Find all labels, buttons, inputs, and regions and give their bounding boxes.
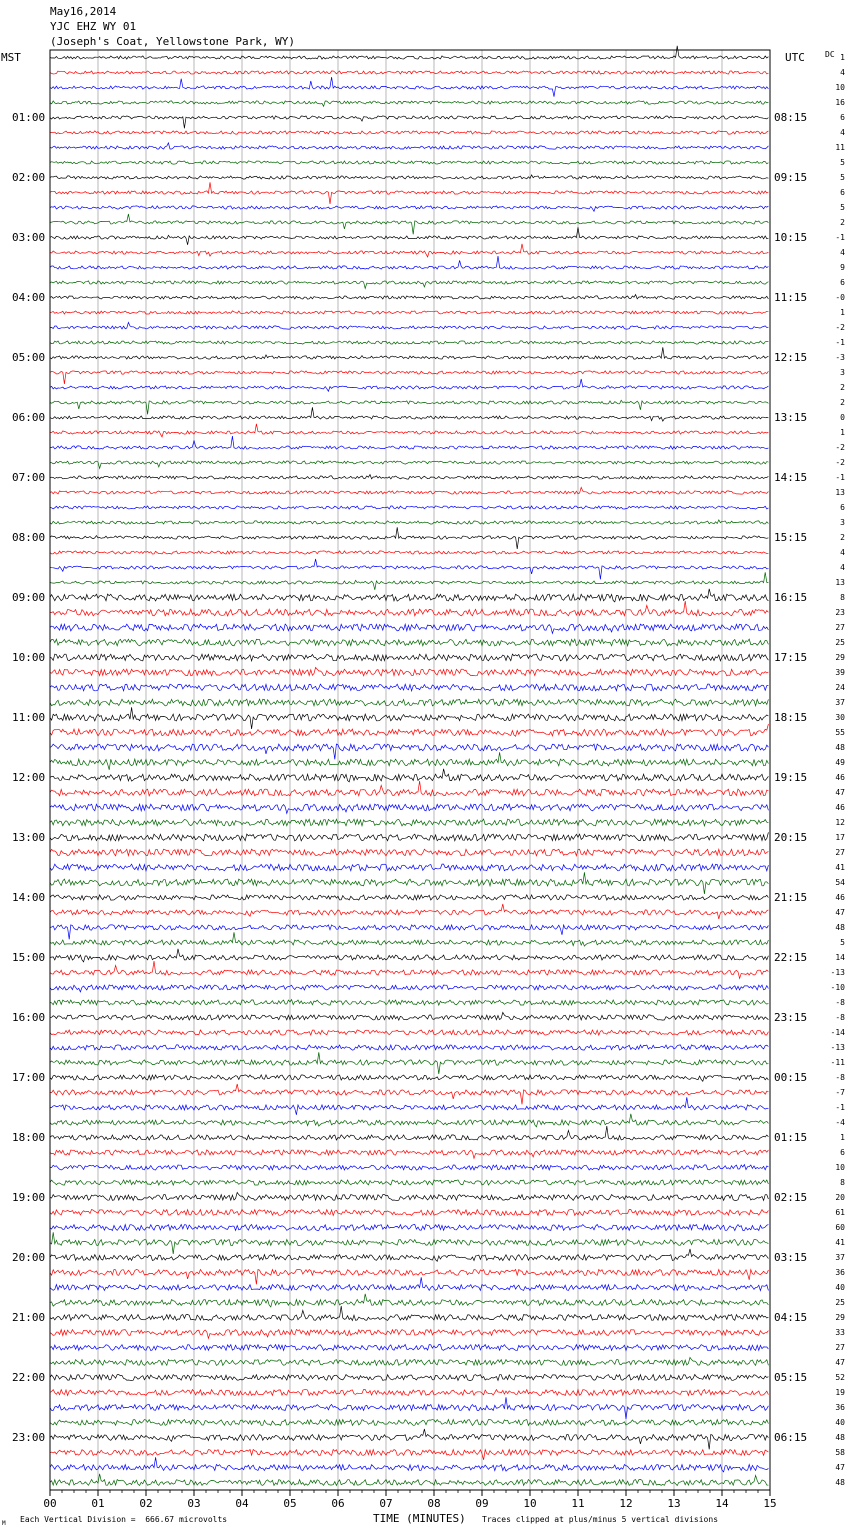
seismic-trace bbox=[50, 161, 768, 164]
x-tick-label: 10 bbox=[523, 1497, 537, 1510]
left-hour-label: 02:00 bbox=[12, 170, 46, 184]
dc-offset-label: 48 bbox=[835, 922, 845, 932]
seismic-trace bbox=[50, 667, 768, 675]
dc-offset-label: 2 bbox=[840, 217, 845, 227]
right-hour-label: 00:15 bbox=[774, 1070, 808, 1084]
seismic-trace bbox=[50, 424, 768, 437]
dc-offset-label: 4 bbox=[840, 247, 845, 257]
seismic-trace bbox=[50, 904, 768, 919]
seismic-trace bbox=[50, 1474, 768, 1486]
dc-offset-label: 5 bbox=[840, 172, 845, 182]
dc-offset-label: 6 bbox=[840, 112, 845, 122]
right-hour-label: 04:15 bbox=[774, 1310, 808, 1324]
dc-offset-label: 61 bbox=[835, 1207, 845, 1217]
seismic-trace bbox=[50, 371, 768, 384]
right-hour-label: 16:15 bbox=[774, 590, 808, 604]
dc-offset-label: 47 bbox=[835, 907, 845, 917]
seismic-trace bbox=[50, 589, 768, 602]
dc-offset-label: 10 bbox=[835, 82, 845, 92]
seismic-trace bbox=[50, 407, 768, 421]
seismic-trace bbox=[50, 487, 768, 494]
dc-offset-label: -2 bbox=[835, 322, 845, 332]
dc-offset-label: 4 bbox=[840, 547, 845, 557]
right-hour-label: 12:15 bbox=[774, 350, 808, 364]
dc-offset-label: 36 bbox=[835, 1267, 845, 1277]
dc-offset-label: 2 bbox=[840, 397, 845, 407]
left-hour-label: 20:00 bbox=[12, 1250, 46, 1264]
seismic-traces bbox=[50, 46, 768, 1486]
left-hour-label: 07:00 bbox=[12, 470, 46, 484]
dc-offset-label: 8 bbox=[840, 1177, 845, 1187]
seismic-trace bbox=[50, 1084, 768, 1104]
right-hour-label: 23:15 bbox=[774, 1010, 808, 1024]
right-hour-label: 10:15 bbox=[774, 230, 808, 244]
seismic-trace bbox=[50, 872, 768, 894]
dc-offset-label: -14 bbox=[830, 1027, 845, 1037]
dc-offset-label: -0 bbox=[835, 292, 845, 302]
dc-offset-label: 17 bbox=[835, 832, 845, 842]
seismic-trace bbox=[50, 436, 768, 449]
seismic-trace bbox=[50, 949, 768, 962]
dc-offset-label: 12 bbox=[835, 817, 845, 827]
seismic-trace bbox=[50, 281, 768, 289]
left-hour-label: 21:00 bbox=[12, 1310, 46, 1324]
seismic-trace bbox=[50, 1225, 768, 1231]
seismic-trace bbox=[50, 1397, 768, 1419]
dc-offset-label: -2 bbox=[835, 442, 845, 452]
seismic-trace bbox=[50, 143, 768, 149]
seismic-trace bbox=[50, 724, 768, 736]
dc-offset-label: 33 bbox=[835, 1327, 845, 1337]
dc-offset-label: 46 bbox=[835, 892, 845, 902]
seismic-trace bbox=[50, 1357, 768, 1365]
seismic-trace bbox=[50, 849, 768, 856]
left-hour-label: 01:00 bbox=[12, 110, 46, 124]
left-hour-label: 22:00 bbox=[12, 1370, 46, 1384]
left-hour-label: 05:00 bbox=[12, 350, 46, 364]
seismic-trace bbox=[50, 1457, 768, 1472]
seismic-trace bbox=[50, 214, 768, 234]
seismic-trace bbox=[50, 400, 768, 414]
right-hour-label: 21:15 bbox=[774, 890, 808, 904]
seismic-trace bbox=[50, 1450, 768, 1460]
dc-offset-label: 5 bbox=[840, 202, 845, 212]
seismic-trace bbox=[50, 832, 768, 840]
dc-offset-label: -10 bbox=[830, 982, 845, 992]
seismic-trace bbox=[50, 46, 768, 59]
seismic-trace bbox=[50, 932, 768, 946]
dc-offset-label: 52 bbox=[835, 1372, 845, 1382]
seismic-trace bbox=[50, 1429, 768, 1449]
seismic-trace bbox=[50, 1249, 768, 1261]
location-label: (Joseph's Coat, Yellowstone Park, WY) bbox=[50, 35, 296, 48]
seismic-trace bbox=[50, 379, 768, 391]
seismic-trace bbox=[50, 684, 768, 691]
right-hour-label: 03:15 bbox=[774, 1250, 808, 1264]
dc-offset-label: 49 bbox=[835, 757, 845, 767]
left-hour-label: 19:00 bbox=[12, 1190, 46, 1204]
dc-offset-label: 4 bbox=[840, 562, 845, 572]
dc-offset-label: 46 bbox=[835, 802, 845, 812]
right-hour-label: 20:15 bbox=[774, 830, 808, 844]
seismic-trace bbox=[50, 227, 768, 245]
seismic-trace bbox=[50, 1150, 768, 1159]
dc-offset-label: 36 bbox=[835, 1402, 845, 1412]
seismic-trace bbox=[50, 744, 768, 759]
x-tick-label: 11 bbox=[571, 1497, 585, 1510]
seismic-trace bbox=[50, 1030, 768, 1035]
dc-offset-label: 1 bbox=[840, 52, 845, 62]
dc-offset-label: -7 bbox=[835, 1087, 845, 1097]
dc-offset-label: -8 bbox=[835, 997, 845, 1007]
station-label: YJC EHZ WY 01 bbox=[50, 20, 137, 33]
dc-offset-label: 16 bbox=[835, 97, 845, 107]
seismic-trace bbox=[50, 520, 768, 524]
dc-offset-label: 2 bbox=[840, 382, 845, 392]
seismic-trace bbox=[50, 961, 768, 978]
seismic-trace bbox=[50, 347, 768, 359]
seismic-trace bbox=[50, 707, 768, 729]
dc-offset-label: 19 bbox=[835, 1387, 845, 1397]
seismic-trace bbox=[50, 341, 768, 344]
dc-offset-label: 6 bbox=[840, 187, 845, 197]
x-tick-label: 06 bbox=[331, 1497, 345, 1510]
dc-offset-label: 6 bbox=[840, 502, 845, 512]
seismic-trace bbox=[50, 175, 768, 179]
left-hour-label: 12:00 bbox=[12, 770, 46, 784]
dc-offset-label: 27 bbox=[835, 622, 845, 632]
dc-offset-label: 29 bbox=[835, 1312, 845, 1322]
seismic-trace bbox=[50, 1420, 768, 1426]
date-label: May16,2014 bbox=[50, 5, 117, 18]
seismic-trace bbox=[50, 1270, 768, 1285]
seismic-trace bbox=[50, 781, 768, 796]
seismic-trace bbox=[50, 559, 768, 579]
dc-offset-label: 29 bbox=[835, 652, 845, 662]
right-hour-label: 13:15 bbox=[774, 410, 808, 424]
dc-offset-label: 5 bbox=[840, 937, 845, 947]
x-tick-label: 08 bbox=[427, 1497, 441, 1510]
dc-offset-label: 39 bbox=[835, 667, 845, 677]
time-gridlines bbox=[98, 50, 722, 1490]
dc-offset-label: 48 bbox=[835, 1477, 845, 1487]
seismic-trace bbox=[50, 77, 768, 97]
x-tick-label: 05 bbox=[283, 1497, 297, 1510]
dc-offset-label: 23 bbox=[835, 607, 845, 617]
plot-frame bbox=[50, 50, 770, 1490]
seismic-trace bbox=[50, 244, 768, 257]
dc-offset-label: 11 bbox=[835, 142, 845, 152]
dc-offset-label: 55 bbox=[835, 727, 845, 737]
dc-offset-label: 25 bbox=[835, 637, 845, 647]
right-hour-label: 22:15 bbox=[774, 950, 808, 964]
seismic-trace bbox=[50, 116, 768, 128]
seismic-trace bbox=[50, 475, 768, 480]
seismic-trace bbox=[50, 101, 768, 106]
dc-offset-label: -11 bbox=[830, 1057, 845, 1067]
seismic-trace bbox=[50, 527, 768, 549]
dc-offset-label: 48 bbox=[835, 742, 845, 752]
dc-offset-label: -13 bbox=[830, 967, 845, 977]
seismic-trace bbox=[50, 1390, 768, 1396]
dc-offset-label: 1 bbox=[840, 307, 845, 317]
seismic-trace bbox=[50, 864, 768, 871]
x-tick-label: 09 bbox=[475, 1497, 489, 1510]
seismic-trace bbox=[50, 601, 768, 616]
dc-offset-label: 46 bbox=[835, 772, 845, 782]
seismic-trace bbox=[50, 699, 768, 706]
seismic-trace bbox=[50, 1192, 768, 1200]
seismic-trace bbox=[50, 1012, 768, 1020]
seismic-trace bbox=[50, 1294, 768, 1307]
dc-offset-label: -4 bbox=[835, 1117, 845, 1127]
left-hour-label: 18:00 bbox=[12, 1130, 46, 1144]
seismic-trace bbox=[50, 1232, 768, 1254]
seismic-trace bbox=[50, 1000, 768, 1006]
scale-note: Each Vertical Division = 666.67 microvolts bbox=[20, 1515, 228, 1524]
seismic-trace bbox=[50, 819, 768, 826]
x-tick-label: 13 bbox=[667, 1497, 681, 1510]
seismic-trace bbox=[50, 925, 768, 939]
dc-offset-label: 58 bbox=[835, 1447, 845, 1457]
seismic-trace bbox=[50, 804, 768, 813]
dc-offset-label: -13 bbox=[830, 1042, 845, 1052]
x-tick-label: 03 bbox=[187, 1497, 201, 1510]
dc-offset-label: 48 bbox=[835, 1432, 845, 1442]
seismic-trace bbox=[50, 295, 768, 300]
seismic-trace bbox=[50, 461, 768, 469]
x-tick-label: 00 bbox=[43, 1497, 57, 1510]
dc-offset-label: -8 bbox=[835, 1072, 845, 1082]
seismic-trace bbox=[50, 1075, 768, 1081]
seismic-trace bbox=[50, 1180, 768, 1185]
dc-offset-label: 47 bbox=[835, 787, 845, 797]
seismic-trace bbox=[50, 1375, 768, 1381]
seismic-trace bbox=[50, 182, 768, 204]
seismic-trace bbox=[50, 1126, 768, 1140]
seismic-trace bbox=[50, 322, 768, 329]
dc-offset-label: 47 bbox=[835, 1357, 845, 1367]
clip-note: Traces clipped at plus/minus 5 vertical divisions bbox=[482, 1515, 719, 1524]
dc-offset-label: -2 bbox=[835, 457, 845, 467]
x-tick-label: 07 bbox=[379, 1497, 393, 1510]
seismic-trace bbox=[50, 639, 768, 646]
left-hour-label: 11:00 bbox=[12, 710, 46, 724]
dc-offset-label: 2 bbox=[840, 532, 845, 542]
right-hour-label: 19:15 bbox=[774, 770, 808, 784]
dc-offset-label: 13 bbox=[835, 487, 845, 497]
seismic-trace bbox=[50, 1345, 768, 1351]
time-axis bbox=[43, 1490, 776, 1510]
dc-offset-label: -1 bbox=[835, 1102, 845, 1112]
seismic-trace bbox=[50, 985, 768, 992]
seismic-trace bbox=[50, 1330, 768, 1339]
left-hour-label: 10:00 bbox=[12, 650, 46, 664]
right-hour-label: 06:15 bbox=[774, 1430, 808, 1444]
corner-mark: M bbox=[2, 1520, 6, 1527]
left-hour-label: 04:00 bbox=[12, 290, 46, 304]
seismic-trace bbox=[50, 654, 768, 661]
dc-offset-label: 41 bbox=[835, 862, 845, 872]
seismic-trace bbox=[50, 1277, 768, 1290]
left-hour-label: 15:00 bbox=[12, 950, 46, 964]
right-timezone-label: UTC bbox=[785, 51, 805, 64]
seismic-trace bbox=[50, 895, 768, 900]
right-hour-label: 05:15 bbox=[774, 1370, 808, 1384]
seismic-trace bbox=[50, 131, 768, 134]
seismic-trace bbox=[50, 311, 768, 314]
seismic-trace bbox=[50, 206, 768, 211]
dc-offset-label: 14 bbox=[835, 952, 845, 962]
seismic-trace bbox=[50, 1114, 768, 1127]
seismic-trace bbox=[50, 769, 768, 782]
dc-offset-label: 24 bbox=[835, 682, 845, 692]
x-tick-label: 15 bbox=[763, 1497, 777, 1510]
dc-offset-label: 0 bbox=[840, 412, 845, 422]
seismic-trace bbox=[50, 1306, 768, 1321]
seismic-trace bbox=[50, 551, 768, 554]
dc-offset-label: 6 bbox=[840, 277, 845, 287]
dc-offset-label: 37 bbox=[835, 1252, 845, 1262]
dc-offset-label: 40 bbox=[835, 1282, 845, 1292]
dc-offset-label: -3 bbox=[835, 352, 845, 362]
right-hour-label: 01:15 bbox=[774, 1130, 808, 1144]
dc-offset-label: -1 bbox=[835, 337, 845, 347]
dc-offset-label: 37 bbox=[835, 697, 845, 707]
right-hour-label: 08:15 bbox=[774, 110, 808, 124]
right-hour-label: 11:15 bbox=[774, 290, 808, 304]
dc-offset-label: 3 bbox=[840, 367, 845, 377]
seismic-trace bbox=[50, 71, 768, 74]
dc-offset-label: 13 bbox=[835, 577, 845, 587]
left-hour-label: 13:00 bbox=[12, 830, 46, 844]
left-hour-label: 14:00 bbox=[12, 890, 46, 904]
right-hour-label: 17:15 bbox=[774, 650, 808, 664]
left-hour-label: 17:00 bbox=[12, 1070, 46, 1084]
right-hour-label: 09:15 bbox=[774, 170, 808, 184]
left-timezone-label: MST bbox=[1, 51, 21, 64]
dc-offset-label: 40 bbox=[835, 1417, 845, 1427]
seismic-trace bbox=[50, 1210, 768, 1216]
left-hour-label: 08:00 bbox=[12, 530, 46, 544]
seismic-trace bbox=[50, 572, 768, 590]
right-hour-label: 18:15 bbox=[774, 710, 808, 724]
dc-offset-label: 4 bbox=[840, 67, 845, 77]
seismic-trace bbox=[50, 1045, 768, 1050]
dc-offset-label: -8 bbox=[835, 1012, 845, 1022]
dc-offset-label: 4 bbox=[840, 127, 845, 137]
x-tick-label: 02 bbox=[139, 1497, 153, 1510]
seismic-trace bbox=[50, 752, 768, 770]
x-tick-label: 04 bbox=[235, 1497, 249, 1510]
left-hour-label: 09:00 bbox=[12, 590, 46, 604]
dc-header-label: DC bbox=[825, 50, 835, 59]
right-hour-label: 02:15 bbox=[774, 1190, 808, 1204]
x-axis-title: TIME (MINUTES) bbox=[373, 1512, 466, 1525]
seismic-trace bbox=[50, 506, 768, 509]
left-hour-label: 23:00 bbox=[12, 1430, 46, 1444]
seismic-trace bbox=[50, 256, 768, 269]
seismic-trace bbox=[50, 1165, 768, 1171]
x-tick-label: 12 bbox=[619, 1497, 633, 1510]
dc-offset-label: 27 bbox=[835, 847, 845, 857]
seismic-trace bbox=[50, 1052, 768, 1074]
dc-offset-label: -1 bbox=[835, 232, 845, 242]
dc-offset-label: 9 bbox=[840, 262, 845, 272]
dc-offset-label: 8 bbox=[840, 592, 845, 602]
x-tick-label: 01 bbox=[91, 1497, 105, 1510]
dc-offset-label: 5 bbox=[840, 157, 845, 167]
dc-offset-label: 3 bbox=[840, 517, 845, 527]
dc-offset-label: 10 bbox=[835, 1162, 845, 1172]
dc-offset-label: 41 bbox=[835, 1237, 845, 1247]
dc-offset-label: 25 bbox=[835, 1297, 845, 1307]
right-hour-label: 14:15 bbox=[774, 470, 808, 484]
seismic-trace bbox=[50, 624, 768, 633]
dc-offset-label: 60 bbox=[835, 1222, 845, 1232]
dc-offset-label: 6 bbox=[840, 1147, 845, 1157]
dc-offset-label: -1 bbox=[835, 472, 845, 482]
dc-offset-label: 1 bbox=[840, 427, 845, 437]
dc-offset-label: 20 bbox=[835, 1192, 845, 1202]
left-hour-label: 03:00 bbox=[12, 230, 46, 244]
left-hour-label: 06:00 bbox=[12, 410, 46, 424]
dc-offset-label: 27 bbox=[835, 1342, 845, 1352]
x-tick-label: 14 bbox=[715, 1497, 729, 1510]
left-hour-label: 16:00 bbox=[12, 1010, 46, 1024]
dc-offset-label: 47 bbox=[835, 1462, 845, 1472]
dc-offset-label: 1 bbox=[840, 1132, 845, 1142]
dc-offset-label: 54 bbox=[835, 877, 845, 887]
right-hour-label: 15:15 bbox=[774, 530, 808, 544]
seismic-trace bbox=[50, 1097, 768, 1115]
dc-offset-label: 30 bbox=[835, 712, 845, 722]
